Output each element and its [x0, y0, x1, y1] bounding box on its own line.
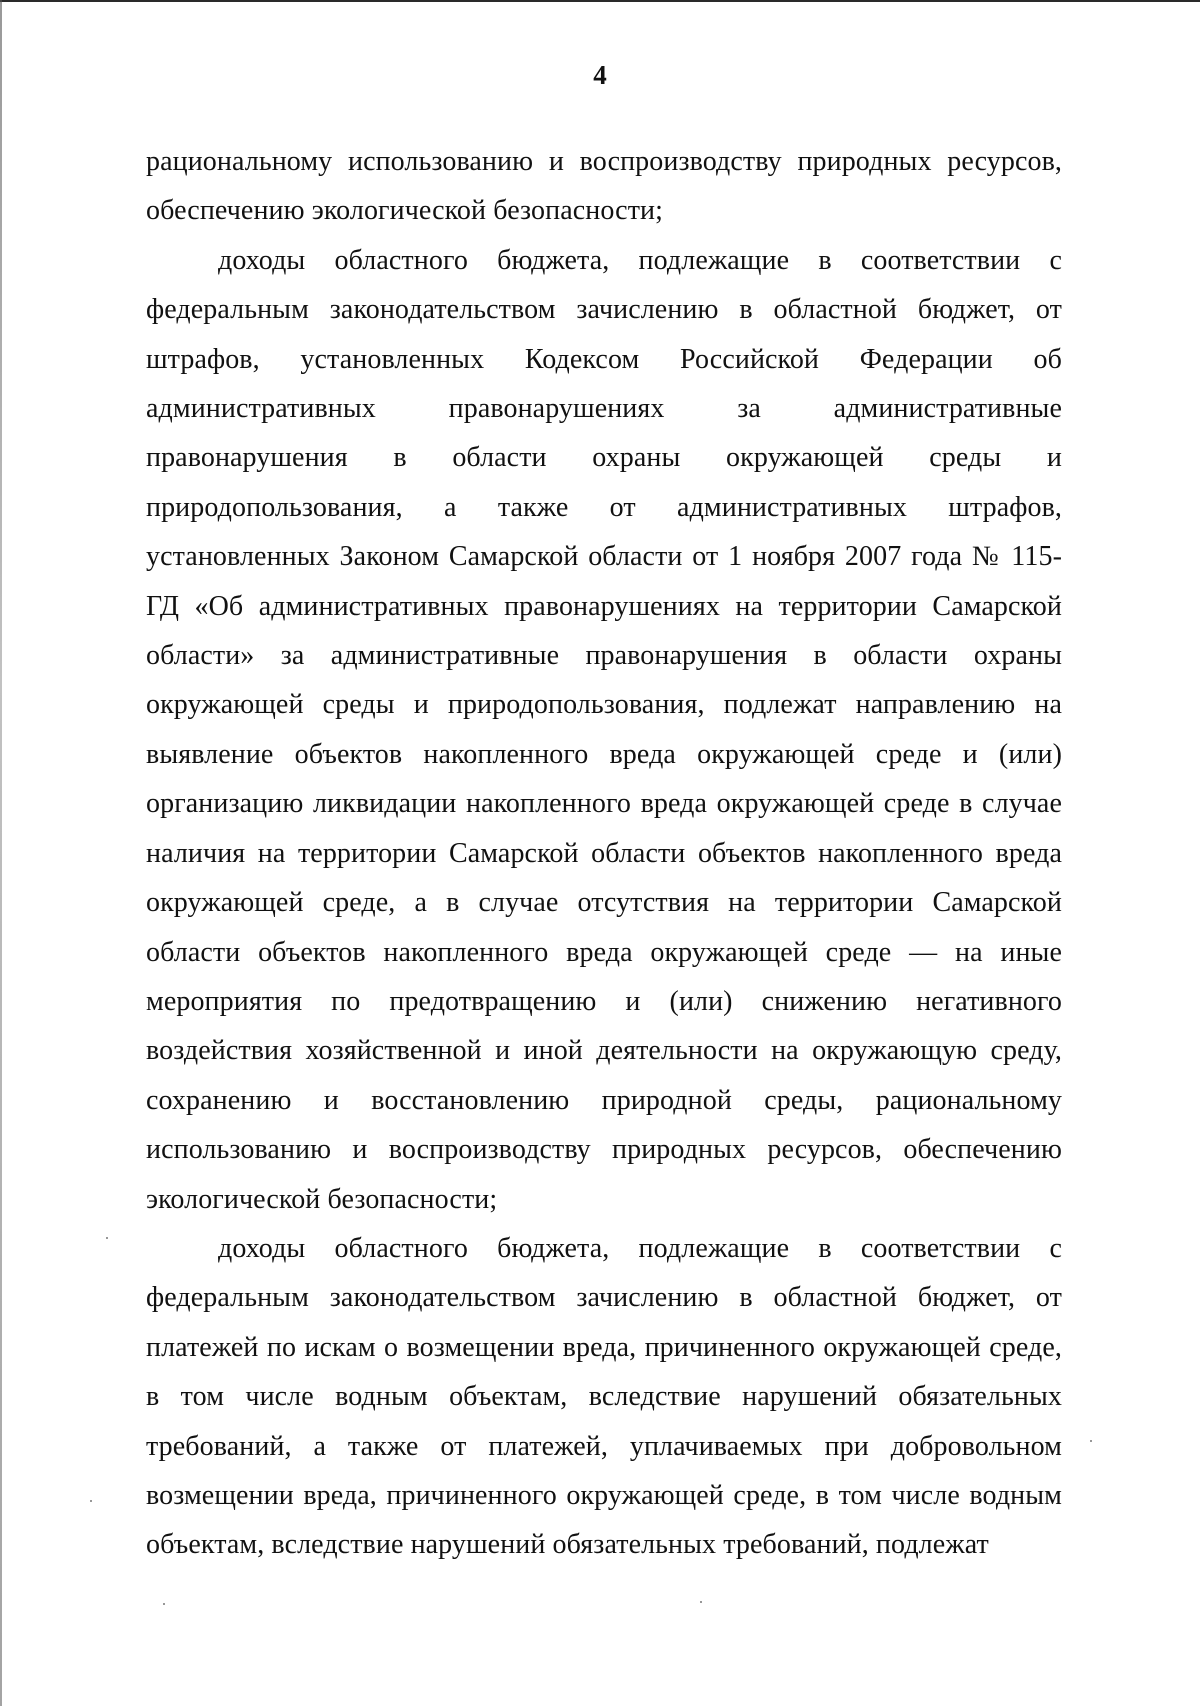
scan-speck	[700, 1601, 702, 1603]
scan-speck	[163, 1603, 165, 1605]
paragraph-damage-compensation-revenue: доходы областного бюджета, подлежащие в соответствии с федеральным законодательством зачислению в областной бюджет, от платежей по искам о возмещении вреда, причиненного окружающей среде, в том числе водным объектам, вследствие нарушений обязательных требований, а также от платежей, уплачиваемых при добровольном возмещении вреда, причиненного окружающей среде, в том числе водным объектам, вследствие нарушений обязательных требований, подлежат	[146, 1232, 1062, 1561]
scan-speck	[90, 1500, 92, 1502]
scan-left-edge	[0, 0, 2, 1706]
page-number: 4	[593, 60, 607, 90]
paragraph-fines-revenue: доходы областного бюджета, подлежащие в соответствии с федеральным законодательством зачислению в областной бюджет, от штрафов, установленных Кодексом Российской Федерации об административных правонарушениях за административные правонарушения в области охраны окружающей среды и природопользования, а также от административных штрафов, установленных Законом Самарской области от 1 ноября 2007 года № 115-ГД «Об административных правонарушениях на территории Самарской области» за административные правонарушения в области охраны окружающей среды и природопользования, подлежат направлению на выявление объектов накопленного вреда окружающей среде и (или) организацию ликвидации накопленного вреда окружающей среде в случае наличия на территории Самарской области объектов накопленного вреда окружающей среде, а в случае отсутствия на территории Самарской области объектов накопленного вреда окружающей среде — на иные мероприятия по предотвращению и (или) снижению негативного воздействия хозяйственной и иной деятельности на окружающую среду, сохранению и восстановлению природной среды, рациональному использованию и воспроизводству природных ресурсов, обеспечению экологической безопасности;	[146, 244, 1062, 1215]
scan-speck	[106, 1237, 108, 1239]
document-body	[146, 137, 1062, 1570]
paragraph-continuation: рациональному использованию и воспроизводству природных ресурсов, обеспечению экологической безопасности;	[146, 146, 1062, 227]
scan-top-border	[0, 0, 1200, 2]
scan-speck	[1090, 1440, 1092, 1442]
